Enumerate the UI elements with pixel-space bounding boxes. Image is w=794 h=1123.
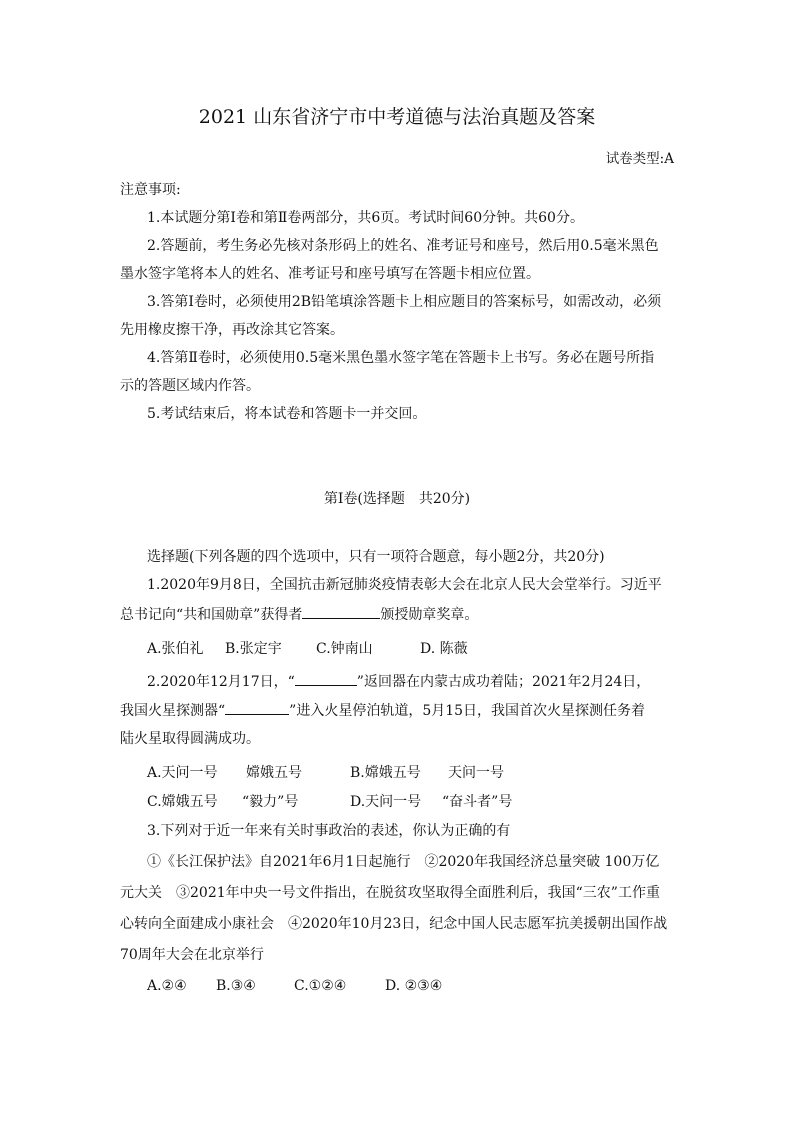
notice-item-4-line-1: 4.答第Ⅱ卷时，必须使用0.5毫米黑色墨水签字笔在答题卡上书写。务必在题号所指 <box>147 350 655 366</box>
q1-line-2 <box>120 604 478 624</box>
notice-item-2-line-2: 墨水签字笔将本人的姓名、准考证号和座号填写在答题卡相应位置。 <box>120 266 540 282</box>
q1-option-d: D. 陈薇 <box>420 641 468 657</box>
q3-stem: 3.下列对于近一年来有关时事政治的表述，你认为正确的有 <box>147 823 511 839</box>
q2-line-3: 陆火星取得圆满成功。 <box>120 731 260 747</box>
q3-option-a: A.②④ <box>147 978 187 994</box>
q1-answer-blank <box>302 604 380 619</box>
q2-line-2-post: ”进入火星停泊轨道，5月15日，我国首次火星探测任务着 <box>289 703 646 719</box>
q3-option-b: B.③④ <box>216 978 256 994</box>
q2-option-c-2: “毅力”号 <box>242 794 299 810</box>
notice-item-3-line-2: 先用橡皮擦干净，再改涂其它答案。 <box>120 322 344 338</box>
q2-line-1 <box>147 671 650 691</box>
q2-line-2-pre: 我国火星探测器“ <box>120 703 226 719</box>
q3-statement-line-4: 70周年大会在北京举行 <box>120 947 264 963</box>
q2-option-c-1: C.嫦娥五号 <box>147 794 218 810</box>
notice-item-2-line-1: 2.答题前，考生务必先核对条形码上的姓名、准考证号和座号，然后用0.5毫米黑色 <box>147 238 659 254</box>
q2-option-a-1: A.天问一号 <box>147 765 218 781</box>
q1-line-2-pre: 总书记向“共和国勋章”获得者 <box>120 607 303 623</box>
choice-instructions: 选择题(下列各题的四个选项中，只有一项符合题意，每小题2分，共20分) <box>147 549 605 565</box>
q2-blank-2 <box>225 700 289 715</box>
q1-line-1: 1.2020年9月8日，全国抗击新冠肺炎疫情表彰大会在北京人民大会堂举行。习近平 <box>147 577 662 593</box>
paper-type: 试卷类型:A <box>605 151 674 167</box>
q3-statement-line-3: 心转向全面建成小康社会 ④2020年10月23日，纪念中国人民志愿军抗美援朝出国作战 <box>120 916 668 932</box>
q3-statement-line-1: ①《长江保护法》自2021年6月1日起施行 ②2020年我国经济总量突破 100万亿 <box>147 854 660 870</box>
document-title: 2021 山东省济宁市中考道德与法治真题及答案 <box>198 106 596 128</box>
notice-item-1: 1.本试题分第Ⅰ卷和第Ⅱ卷两部分，共6页。考试时间60分钟。共60分。 <box>147 210 584 226</box>
q2-option-d-2: “奋斗者”号 <box>442 794 513 810</box>
q1-option-c: C.钟南山 <box>316 641 373 657</box>
q2-option-b-2: 天问一号 <box>448 765 504 781</box>
q2-option-d-1: D.天问一号 <box>350 794 422 810</box>
notice-item-3-line-1: 3.答第Ⅰ卷时，必须使用2B铅笔填涂答题卡上相应题目的答案标号，如需改动，必须 <box>147 294 662 310</box>
q2-option-a-2: 嫦娥五号 <box>246 765 302 781</box>
q3-statement-line-2: 元大关 ③2021年中央一号文件指出，在脱贫攻坚取得全面胜利后，我国“三农”工作重 <box>120 885 660 901</box>
notice-heading: 注意事项: <box>120 182 181 198</box>
q1-line-2-post: 颁授勋章奖章。 <box>380 607 479 623</box>
section-title: 第Ⅰ卷(选择题 共20分) <box>323 491 471 507</box>
q1-option-b: B.张定宇 <box>225 641 282 657</box>
q2-line-1-post: ”返回器在内蒙古成功着陆；2021年2月24日， <box>356 674 651 690</box>
q3-option-d: D. ②③④ <box>385 978 443 994</box>
q1-option-a: A.张伯礼 <box>147 641 204 657</box>
notice-item-5: 5.考试结束后，将本试卷和答题卡一并交回。 <box>147 406 427 422</box>
notice-item-4-line-2: 示的答题区域内作答。 <box>120 378 260 394</box>
q3-option-c: C.①②④ <box>294 978 347 994</box>
q2-option-b-1: B.嫦娥五号 <box>350 765 421 781</box>
q2-line-1-pre: 2.2020年12月17日，“ <box>147 674 295 690</box>
q2-line-2 <box>120 700 645 720</box>
q2-blank-1 <box>295 671 357 686</box>
